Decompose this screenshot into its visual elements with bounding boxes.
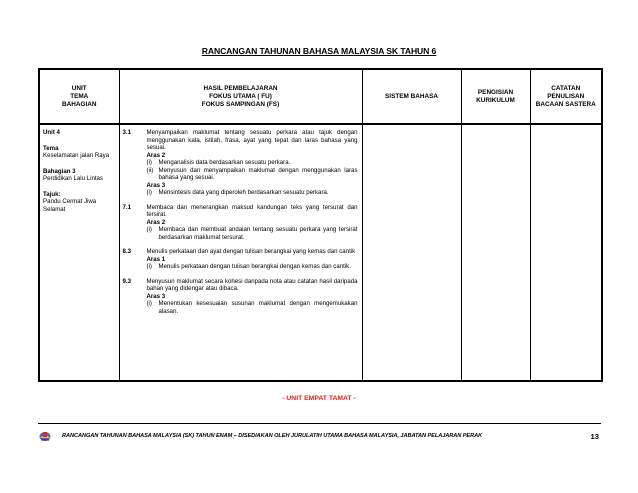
sub-marker: (i) xyxy=(146,159,152,166)
header-unit xyxy=(39,69,119,124)
aras-label: Aras 2 xyxy=(146,218,166,226)
sub-point xyxy=(147,159,358,167)
header-penulisan-line: PENULISAN xyxy=(547,92,585,100)
learning-outcome-item xyxy=(120,248,358,271)
sub-point xyxy=(147,300,358,315)
aras-label: Aras 2 xyxy=(146,151,166,159)
footer-text: RANCANGAN TAHUNAN BAHASA MALAYSIA (SK) TAHUN ENAM – DISEDIAKAN OLEH JURULATIH UTAMA BAHASA MALAYSIA, JABATAN PELAJARAN PERAK xyxy=(62,433,483,439)
sub-text: Mensintesis data yang diperoleh berdasarkan sesuatu perkara. xyxy=(158,189,329,196)
tema-value: Keselamatan jalan Raya xyxy=(43,152,110,159)
learning-outcome-item xyxy=(120,204,358,242)
document-title: RANCANGAN TAHUNAN BAHASA MALAYSIA SK TAHUN 6 xyxy=(201,46,437,56)
sub-marker: (i) xyxy=(146,300,152,307)
state-crest-icon xyxy=(38,430,52,442)
header-kurikulum-line: KURIKULUM xyxy=(476,96,515,104)
sistem-bahasa-cell xyxy=(362,124,461,381)
table-header-row xyxy=(39,69,602,124)
sub-marker: (i) xyxy=(146,226,152,233)
header-catatan-line: CATATAN xyxy=(551,84,581,92)
outcome-body xyxy=(147,129,358,197)
sub-text: Menulis perkataan dengan tulisan berangkai dengan kemas dan cantik. xyxy=(158,263,351,270)
outcome-text: Menulis perkataan dan ayat dengan tulisan berangkai yang kemas dan cantik xyxy=(146,248,356,255)
header-bahagian-line: BAHAGIAN xyxy=(62,100,97,108)
sub-text: Menganalisis data berdasarkan sesuatu perkara. xyxy=(158,159,291,166)
outcome-body xyxy=(147,278,358,316)
sub-text: Membaca dan membuat andaian tentang sesuatu perkara yang tersirat berdasarkan maklumat tersurat. xyxy=(158,226,358,241)
header-hasil xyxy=(119,69,362,124)
catatan-cell xyxy=(530,124,602,381)
unit-cell xyxy=(39,124,119,381)
tajuk-value: Pandu Cermat Jiwa Selamat xyxy=(43,198,97,213)
aras-label: Aras 3 xyxy=(146,292,166,300)
sub-text: Menyusun dan menyampaikan maklumat dengan menggunakan laras bahasa yang sesuai. xyxy=(158,166,358,181)
header-pengisian-line: PENGISIAN xyxy=(477,88,514,96)
unit-block xyxy=(43,129,116,137)
tajuk-label: Tajuk: xyxy=(43,190,61,198)
footer-divider xyxy=(38,423,601,424)
header-bacaan-line: BACAAN SASTERA xyxy=(535,100,596,108)
sub-marker: (ii) xyxy=(146,166,154,174)
outcome-text: Menyusun maklumat secara kohesi daripada nota atau catatan hasil daripada bahan yang didengar atau dibaca. xyxy=(146,277,358,292)
sub-point xyxy=(147,189,358,197)
outcome-body xyxy=(147,204,358,242)
outcome-code: 8.3 xyxy=(122,248,131,255)
unit-label: Unit 4 xyxy=(43,129,60,136)
table-row xyxy=(39,124,602,381)
header-catatan xyxy=(530,69,602,124)
header-sistem-bahasa xyxy=(362,69,461,124)
outcome-text: Menyampaikan maklumat tentang sesuatu perkara atau tajuk dengan menggunakan kata, istilah, frasa, ayat yang tepat dan laras bahasa yang sesuai. xyxy=(146,129,358,151)
header-sistem-line: SISTEM BAHASA xyxy=(385,92,438,100)
aras-label: Aras 3 xyxy=(146,181,166,189)
header-pengisian xyxy=(461,69,530,124)
outcome-body xyxy=(147,248,358,271)
sub-point xyxy=(147,226,358,241)
aras-label: Aras 1 xyxy=(146,255,166,263)
sub-point xyxy=(147,263,358,271)
bahagian-label: Bahagian 3 xyxy=(43,167,76,175)
tajuk-block xyxy=(43,191,116,214)
sub-point xyxy=(147,167,358,182)
header-tema-line: TEMA xyxy=(70,92,89,100)
tema-label: Tema xyxy=(43,144,59,152)
header-unit-line: UNIT xyxy=(71,84,87,92)
header-fu-line: FOKUS UTAMA ( FU) xyxy=(209,92,272,100)
outcome-code: 3.1 xyxy=(122,129,131,136)
sub-marker: (i) xyxy=(146,263,152,270)
tema-block xyxy=(43,145,116,160)
outcome-code: 7.1 xyxy=(122,203,131,211)
page-number: 13 xyxy=(590,431,599,441)
header-hasil-line: HASIL PEMBELAJARAN xyxy=(203,84,278,92)
learning-outcome-item xyxy=(120,278,358,316)
sub-text: Menentukan kesesuaian susunan maklumat dengan mengemukakan alasan. xyxy=(158,300,358,315)
header-fs-line: FOKUS SAMPINGAN (FS) xyxy=(201,100,280,108)
bahagian-value: Perdidikan Lalu Lintas xyxy=(43,175,103,182)
learning-outcome-item xyxy=(120,129,358,197)
outcome-text: Membaca dan menerangkan maksud kandungan teks yang tersurat dan tersirat. xyxy=(146,203,358,218)
page-footer xyxy=(38,428,601,444)
plan-table xyxy=(38,68,603,382)
outcome-code: 9.3 xyxy=(122,277,131,285)
pengisian-kurikulum-cell xyxy=(461,124,530,381)
unit-end-note: - UNIT EMPAT TAMAT - xyxy=(282,395,356,402)
bahagian-block xyxy=(43,168,116,183)
sub-marker: (i) xyxy=(146,189,152,196)
hasil-cell xyxy=(119,124,362,381)
